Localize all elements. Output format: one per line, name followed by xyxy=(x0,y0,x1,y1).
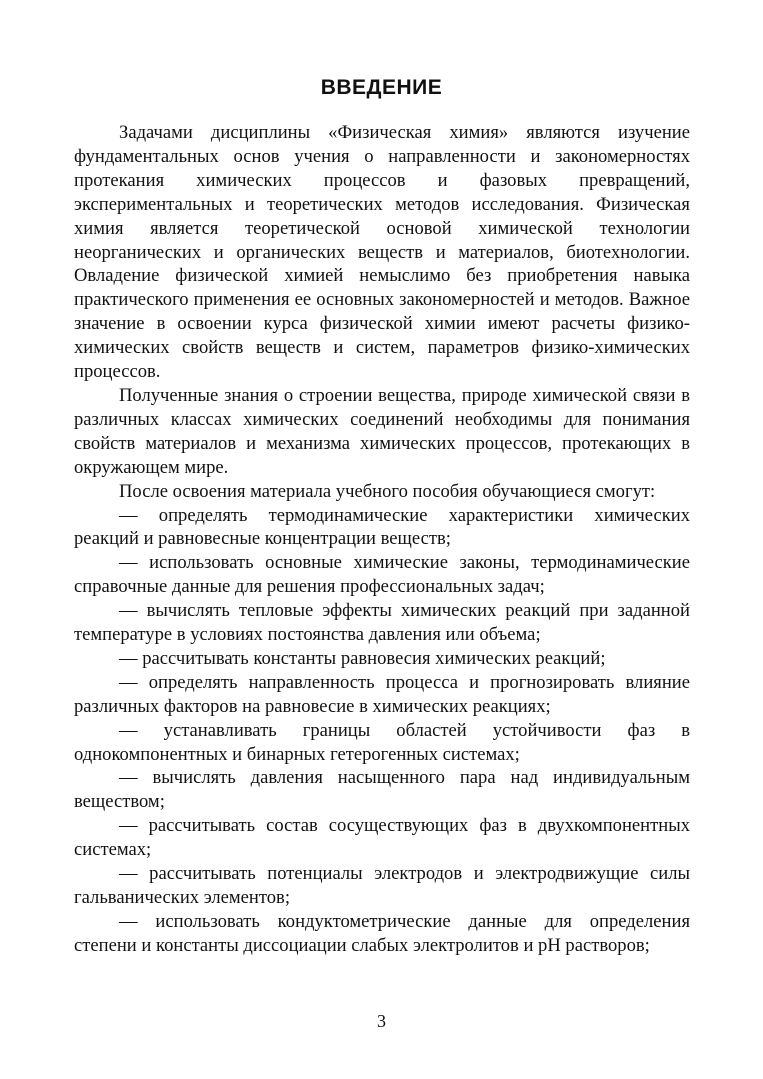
list-item: — рассчитывать состав сосуществующих фаз в двухкомпонентных системах; xyxy=(74,815,690,861)
list-item: — вычислять тепловые эффекты химических реакций при заданной температуре в условиях постоянства давления или объема; xyxy=(74,600,690,646)
paragraph-intro: Задачами дисциплины «Физическая химия» являются изучение фундаментальных основ учения о направленности и закономерностях протекания химических процессов и фазовых превращений, экспериментальных и теоретических методов исследования. Физическая химия является теоретической основой химической технологии неорганических и органических веществ и материалов, биотехнологии. Овладение физической химией немыслимо без приобретения навыка практического применения ее основных закономерностей и методов. Важное значение в освоении курса физической химии имеют расчеты физико-химических свойств веществ и систем, параметров физико-химических процессов. xyxy=(74,122,690,383)
list-item: — устанавливать границы областей устойчивости фаз в однокомпонентных и бинарных гетерогенных системах; xyxy=(74,719,690,765)
paragraph-knowledge: Полученные знания о строении вещества, природе химической связи в различных классах химических соединений необходимы для понимания свойств материалов и механизма химических процессов, протекающих в окружающем мире. xyxy=(74,384,690,478)
list-item: — определять направленность процесса и прогнозировать влияние различных факторов на равновесие в химических реакциях; xyxy=(74,671,690,717)
section-title: ВВЕДЕНИЕ xyxy=(320,76,443,99)
page-number: 3 xyxy=(377,1011,386,1031)
list-item: — определять термодинамические характеристики химических реакций и равновесные концентрации веществ; xyxy=(74,504,690,550)
body-text xyxy=(74,121,690,958)
list-item: — рассчитывать потенциалы электродов и электродвижущие силы гальванических элементов; xyxy=(74,863,690,908)
list-item: — рассчитывать константы равновесия химических реакций; xyxy=(119,647,606,669)
list-item: — использовать кондуктометрические данные для определения степени и константы диссоциации слабых электролитов и pH растворов; xyxy=(74,910,690,956)
list-item: — вычислять давления насыщенного пара над индивидуальным веществом; xyxy=(74,767,690,813)
paragraph-outcomes-lead: После освоения материала учебного пособия обучающиеся смогут: xyxy=(119,480,656,502)
list-item: — использовать основные химические законы, термодинамические справочные данные для решения профессиональных задач; xyxy=(74,552,690,598)
